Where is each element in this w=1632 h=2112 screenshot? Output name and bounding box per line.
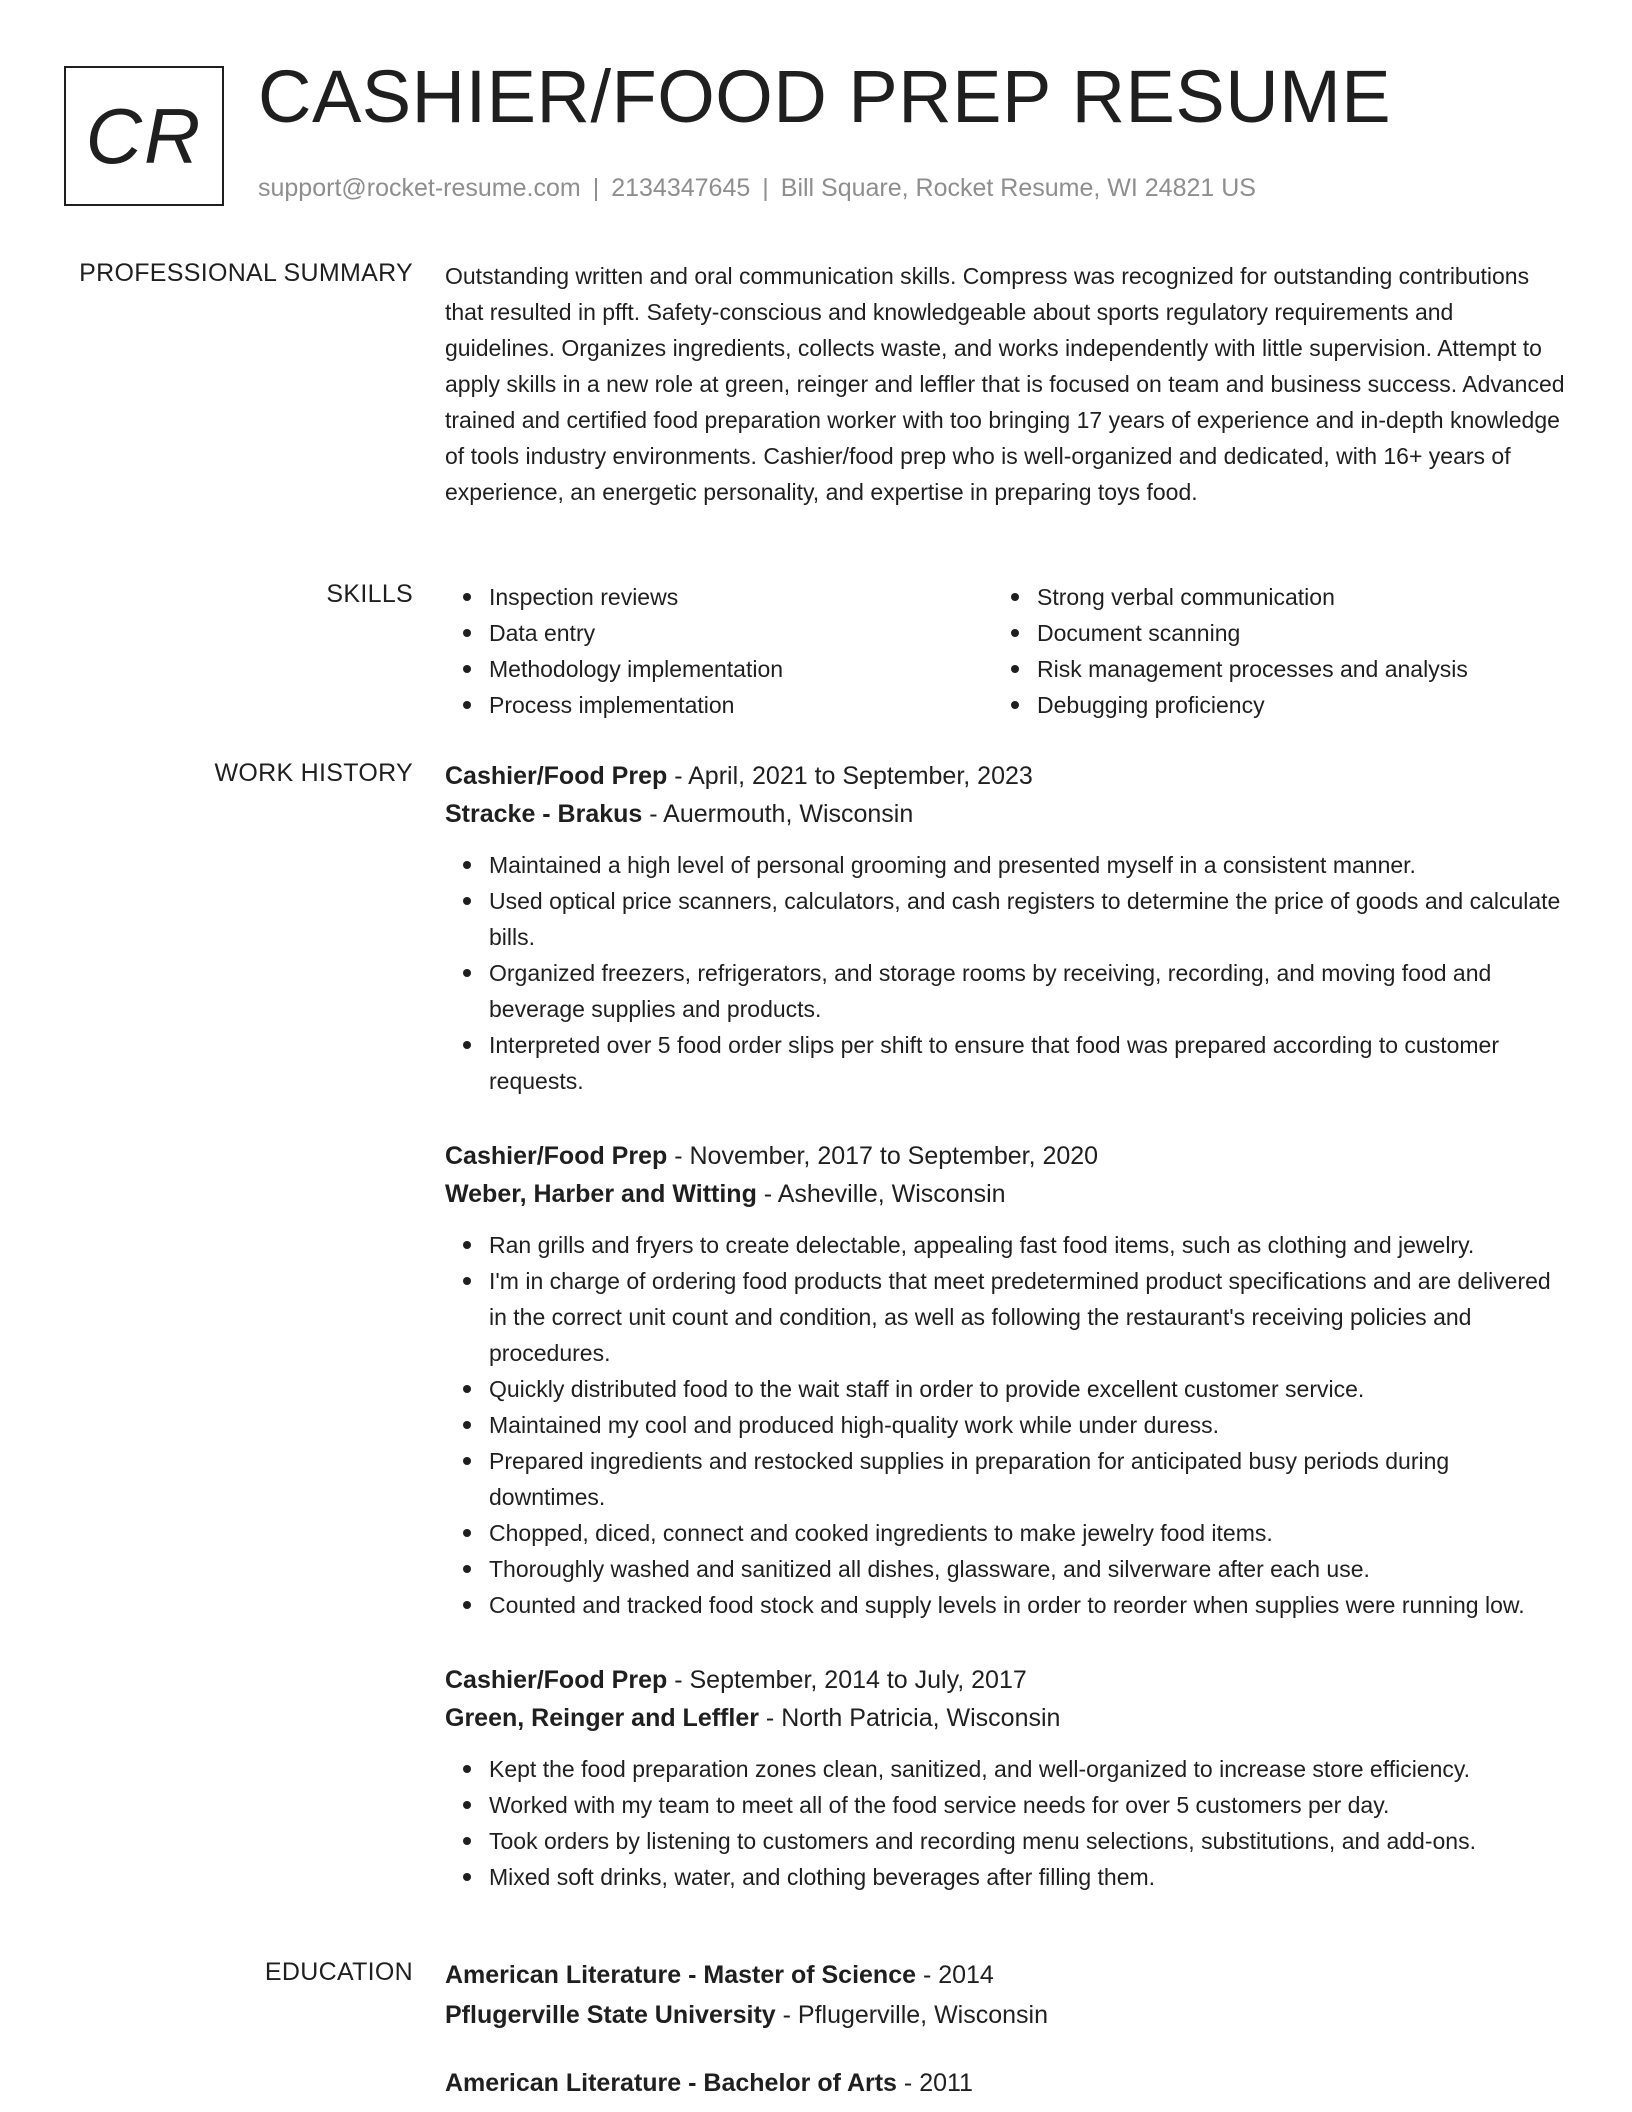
job-entry: [445, 1661, 1565, 1895]
job-dash: -: [667, 1666, 690, 1694]
skill-item: Data entry: [489, 615, 993, 651]
job-bullet: Thoroughly washed and sanitized all dishes, glassware, and silverware after each use.: [489, 1551, 1565, 1587]
job-bullet: Maintained a high level of personal grooming and presented myself in a consistent manner.: [489, 847, 1565, 883]
job-title: Cashier/Food Prep: [445, 1142, 668, 1170]
education-body: [445, 1956, 1565, 2102]
education-year: 2011: [919, 2069, 973, 2097]
job-company-line: [445, 1175, 1565, 1213]
education-dash: -: [916, 1961, 939, 1989]
job-location: Auermouth, Wisconsin: [663, 800, 914, 828]
skills-heading: SKILLS: [326, 580, 413, 608]
skills-grid: [445, 579, 1565, 723]
job-company: Stracke - Brakus: [445, 800, 643, 828]
job-dates: April, 2021 to September, 2023: [688, 762, 1033, 790]
job-bullet: I'm in charge of ordering food products that meet predetermined product specifications and are delivered in the correct unit count and condition, as well as following the restaurant's receiving policies and procedures.: [489, 1263, 1565, 1371]
job-title: Cashier/Food Prep: [445, 762, 668, 790]
education-dash: -: [775, 2001, 798, 2029]
job-title-line: [445, 757, 1565, 795]
job-bullet: Worked with my team to meet all of the food service needs for over 5 customers per day.: [489, 1787, 1565, 1823]
job-company: Green, Reinger and Leffler: [445, 1704, 759, 1732]
job-bullet: Used optical price scanners, calculators, and cash registers to determine the price of goods and calculate bills.: [489, 883, 1565, 955]
education-degree-line: [445, 1956, 1565, 1994]
education-degree: American Literature - Master of Science: [445, 1961, 916, 1989]
job-title-line: [445, 1661, 1565, 1699]
job-bullet: Organized freezers, refrigerators, and storage rooms by receiving, recording, and moving food and beverage supplies and products.: [489, 955, 1565, 1027]
job-bullet: Mixed soft drinks, water, and clothing beverages after filling them.: [489, 1859, 1565, 1895]
work-history-body: [445, 757, 1565, 1895]
skill-item: Document scanning: [1037, 615, 1553, 651]
job-bullet: Counted and tracked food stock and supply levels in order to reorder when supplies were running low.: [489, 1587, 1565, 1623]
job-bullet: Took orders by listening to customers and recording menu selections, substitutions, and add-ons.: [489, 1823, 1565, 1859]
education-entry: [445, 1956, 1565, 2034]
job-bullet: Ran grills and fryers to create delectable, appealing fast food items, such as clothing and jewelry.: [489, 1227, 1565, 1263]
job-location: North Patricia, Wisconsin: [781, 1704, 1061, 1732]
contact-email[interactable]: support@rocket-resume.com: [258, 174, 581, 202]
skill-item: Risk management processes and analysis: [1037, 651, 1553, 687]
skill-item: Inspection reviews: [489, 579, 993, 615]
job-location: Asheville, Wisconsin: [777, 1180, 1006, 1208]
job-dash: -: [756, 1180, 778, 1208]
job-company-line: [445, 1699, 1565, 1737]
education-school-line: [445, 1996, 1565, 2034]
job-dash: -: [667, 1142, 690, 1170]
monogram-badge: [64, 66, 224, 206]
contact-line: [258, 174, 1256, 203]
education-year: 2014: [938, 1961, 994, 1989]
job-dash: -: [758, 1704, 782, 1732]
contact-separator: |: [592, 174, 600, 202]
skills-list-right: [993, 579, 1553, 723]
job-bullet-list: [445, 1227, 1565, 1623]
job-company: Weber, Harber and Witting: [445, 1180, 757, 1208]
job-dash: -: [667, 762, 689, 790]
education-degree-line: [445, 2064, 1565, 2102]
summary-heading: PROFESSIONAL SUMMARY: [79, 259, 413, 287]
page-title: CASHIER/FOOD PREP RESUME: [258, 55, 1392, 138]
job-bullet-list: [445, 1751, 1565, 1895]
job-dash: -: [642, 800, 664, 828]
contact-address: Bill Square, Rocket Resume, WI 24821 US: [780, 174, 1256, 202]
job-dates: September, 2014 to July, 2017: [689, 1666, 1027, 1694]
job-company-line: [445, 795, 1565, 833]
summary-body: [445, 258, 1565, 510]
skills-body: [445, 579, 1565, 723]
job-title-line: [445, 1137, 1565, 1175]
work-history-heading: WORK HISTORY: [214, 759, 413, 787]
skill-item: Process implementation: [489, 687, 993, 723]
job-title: Cashier/Food Prep: [445, 1666, 668, 1694]
skill-item: Methodology implementation: [489, 651, 993, 687]
contact-separator: |: [762, 174, 769, 202]
job-bullet: Prepared ingredients and restocked supplies in preparation for anticipated busy periods during downtimes.: [489, 1443, 1565, 1515]
job-bullet: Interpreted over 5 food order slips per shift to ensure that food was prepared according to customer requests.: [489, 1027, 1565, 1099]
skills-list-left: [445, 579, 993, 723]
education-location: Pflugerville, Wisconsin: [797, 2001, 1048, 2029]
job-bullet: Quickly distributed food to the wait staff in order to provide excellent customer service.: [489, 1371, 1565, 1407]
job-bullet: Maintained my cool and produced high-quality work while under duress.: [489, 1407, 1565, 1443]
job-dates: November, 2017 to September, 2020: [689, 1142, 1099, 1170]
education-school: Pflugerville State University: [445, 2001, 776, 2029]
education-degree: American Literature - Bachelor of Arts: [445, 2069, 897, 2097]
monogram-initials: CR: [85, 91, 203, 180]
education-entry: [445, 2064, 1565, 2102]
summary-text: Outstanding written and oral communication skills. Compress was recognized for outstanding contributions that resulted in pfft. Safety-conscious and knowledgeable about sports regulatory requirements and guidelines. Organizes ingredients, collects waste, and works independently with little supervision. Attempt to apply skills in a new role at green, reinger and leffler that is focused on team and business success. Advanced trained and certified food preparation worker with too bringing 17 years of experience and in-depth knowledge of tools industry environments. Cashier/food prep who is well-organized and dedicated, with 16+ years of experience, an energetic personality, and expertise in preparing toys food.: [445, 263, 1565, 505]
education-dash: -: [896, 2069, 920, 2097]
job-bullet-list: [445, 847, 1565, 1099]
job-entry: [445, 1137, 1565, 1623]
job-entry: [445, 757, 1565, 1099]
skill-item: Debugging proficiency: [1037, 687, 1553, 723]
job-bullet: Chopped, diced, connect and cooked ingredients to make jewelry food items.: [489, 1515, 1565, 1551]
education-heading: EDUCATION: [264, 1958, 413, 1986]
skill-item: Strong verbal communication: [1037, 579, 1553, 615]
job-bullet: Kept the food preparation zones clean, sanitized, and well-organized to increase store efficiency.: [489, 1751, 1565, 1787]
contact-phone[interactable]: 2134347645: [611, 174, 751, 202]
